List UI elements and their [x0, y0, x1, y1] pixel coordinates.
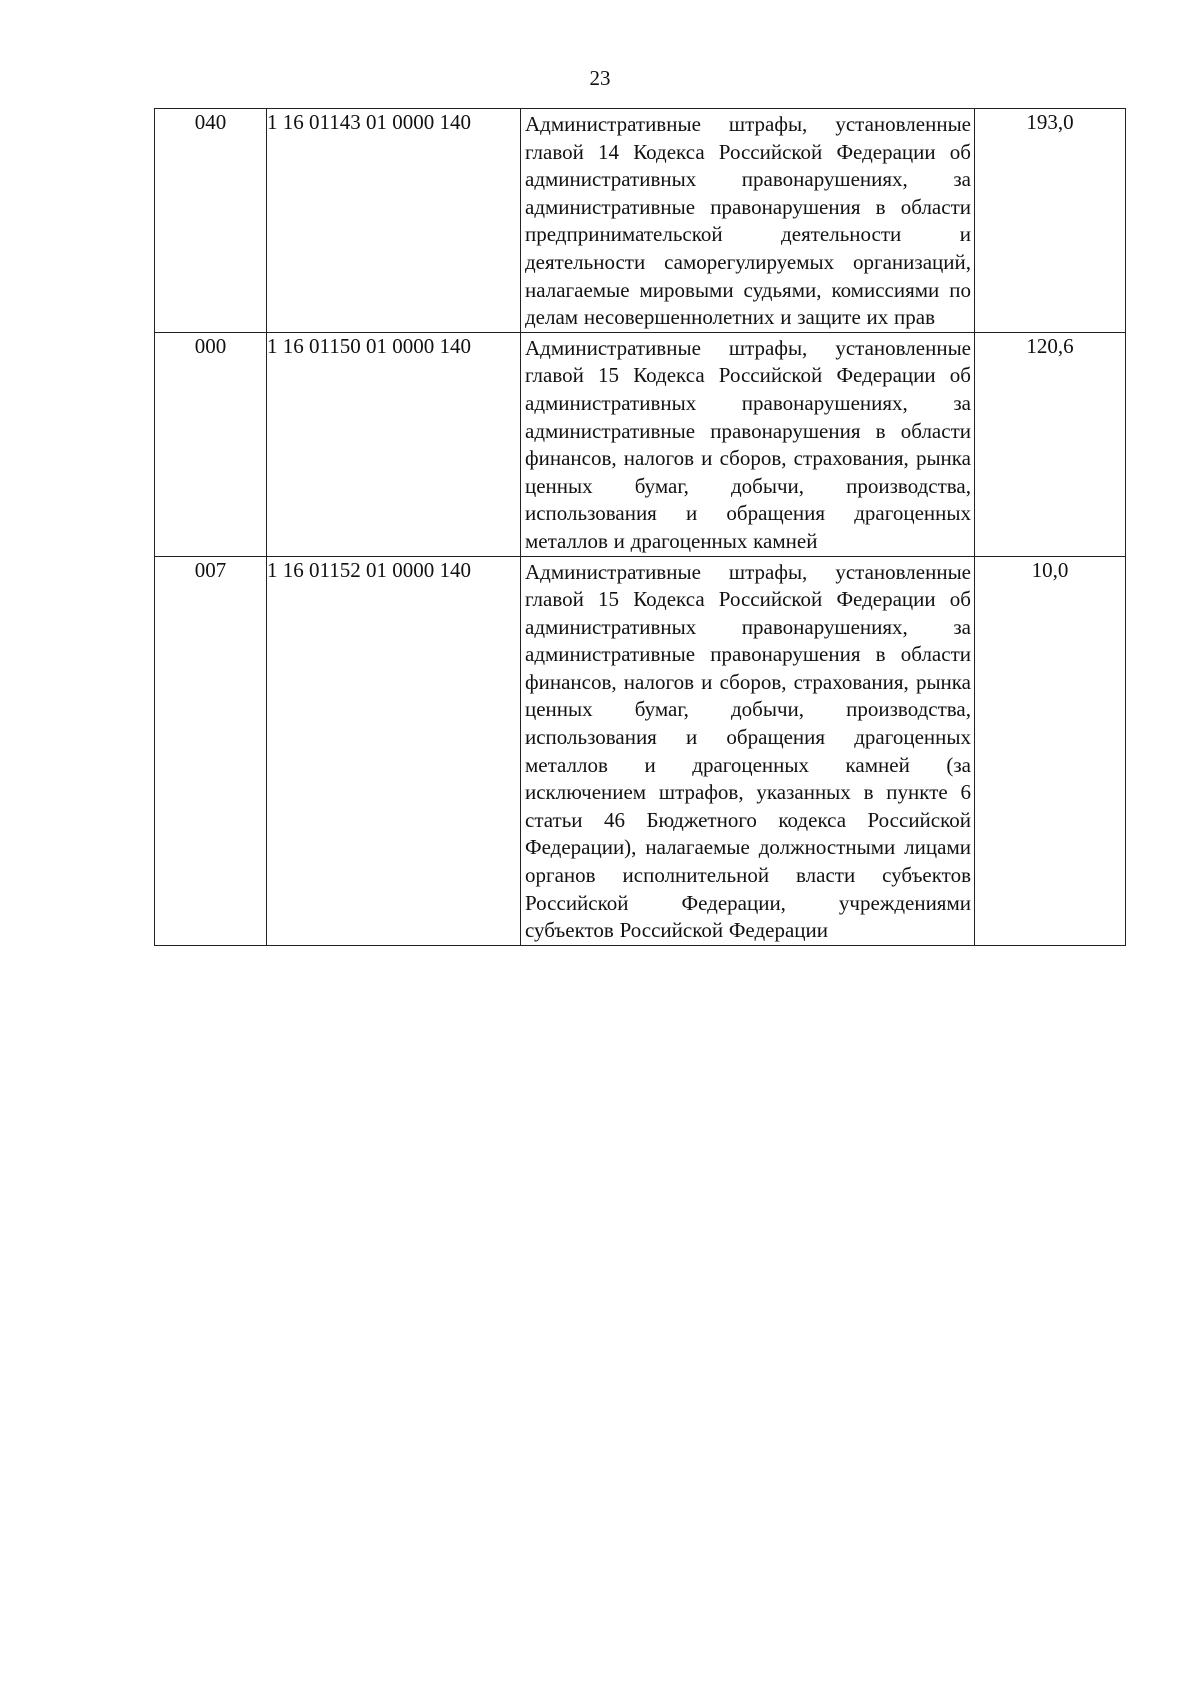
table-row — [155, 332, 1126, 556]
admin-code-cell: 040 — [155, 109, 267, 333]
admin-code-cell: 007 — [155, 556, 267, 945]
amount-cell: 193,0 — [975, 109, 1126, 333]
description-cell: Административные штрафы, установленные главой 15 Кодекса Российской Федерации об административных правонарушениях, за административные правонарушения в области финансов, налогов и сборов, страхования, рынка ценных бумаг, добычи, производства, использования и обращения драгоценных металлов и драгоценных камней — [521, 332, 975, 556]
budget-code-cell: 1 16 01143 01 0000 140 — [267, 109, 521, 333]
budget-revenue-table — [154, 108, 1126, 946]
table-row — [155, 556, 1126, 945]
budget-code-cell: 1 16 01152 01 0000 140 — [267, 556, 521, 945]
admin-code-cell: 000 — [155, 332, 267, 556]
amount-cell: 120,6 — [975, 332, 1126, 556]
budget-code-cell: 1 16 01150 01 0000 140 — [267, 332, 521, 556]
amount-cell: 10,0 — [975, 556, 1126, 945]
table-row — [155, 109, 1126, 333]
description-cell: Административные штрафы, установленные главой 15 Кодекса Российской Федерации об административных правонарушениях, за административные правонарушения в области финансов, налогов и сборов, страхования, рынка ценных бумаг, добычи, производства, использования и обращения драгоценных металлов и драгоценных камней (за исключением штрафов, указанных в пункте 6 статьи 46 Бюджетного кодекса Российской Федерации), налагаемые должностными лицами органов исполнительной власти субъектов Российской Федерации, учреждениями субъектов Российской Федерации — [521, 556, 975, 945]
page-number: 23 — [589, 66, 611, 90]
description-cell: Административные штрафы, установленные главой 14 Кодекса Российской Федерации об административных правонарушениях, за административные правонарушения в области предпринимательской деятельности и деятельности саморегулируемых организаций, налагаемые мировыми судьями, комиссиями по делам несовершеннолетних и защите их прав — [521, 109, 975, 333]
